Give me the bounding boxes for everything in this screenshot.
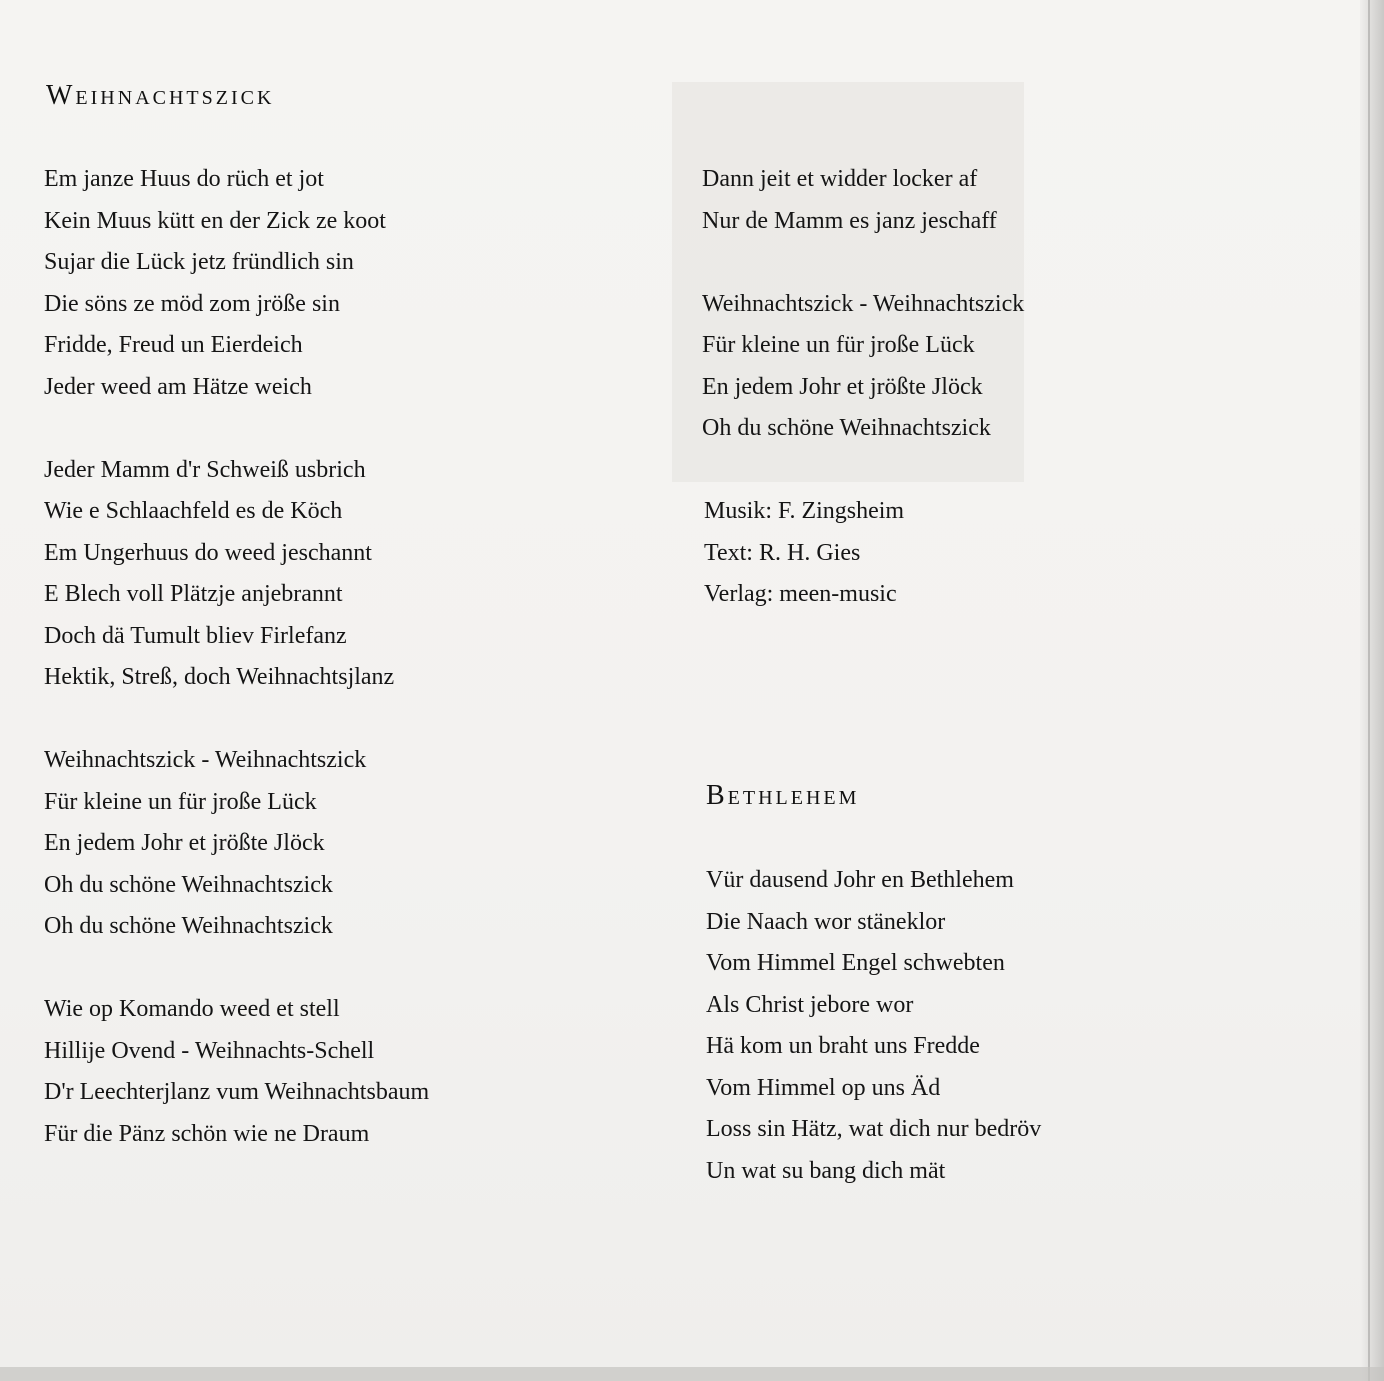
- credit-line: Verlag: meen-music: [704, 581, 897, 607]
- lyric-line: Sujar die Lück jetz fründlich sin: [44, 249, 354, 275]
- page-edge-line: [1368, 0, 1370, 1381]
- lyric-line: Für kleine un für jroße Lück: [44, 788, 317, 815]
- lyric-line: Doch dä Tumult bliev Firlefanz: [44, 622, 347, 649]
- lyric-line: Vür dausend Johr en Bethlehem: [706, 867, 1014, 893]
- lyric-line: Loss sin Hätz, wat dich nur bedröv: [706, 1116, 1042, 1142]
- lyric-line: Dann jeit et widder locker af: [702, 166, 978, 192]
- lyric-line: Hä kom un braht uns Fredde: [706, 1033, 980, 1059]
- lyric-line: Jeder weed am Hätze weich: [44, 373, 312, 400]
- lyric-line: Weihnachtszick - Weihnachtszick: [702, 290, 1025, 317]
- lyric-line: D'r Leechterjlanz vum Weihnachtsbaum: [44, 1079, 430, 1105]
- lyric-line: E Blech voll Plätzje anjebrannt: [44, 581, 343, 607]
- credit-line: Musik: F. Zingsheim: [704, 498, 905, 524]
- lyric-line: Un wat su bang dich mät: [706, 1157, 946, 1184]
- lyric-line: En jedem Johr et jrößte Jlöck: [702, 373, 983, 400]
- page-edge-shadow: [1360, 0, 1384, 1381]
- lyric-line: Em janze Huus do rüch et jot: [44, 166, 324, 192]
- lyric-line: Hektik, Streß, doch Weihnachtsjlanz: [44, 664, 395, 690]
- lyric-line: Vom Himmel op uns Äd: [706, 1074, 941, 1101]
- lyric-line: Vom Himmel Engel schwebten: [706, 950, 1005, 976]
- lyric-line: Oh du schöne Weihnachtszick: [44, 913, 333, 939]
- lyric-line: Kein Muus kütt en der Zick ze koot: [44, 207, 386, 234]
- page-bottom-edge: [0, 1367, 1384, 1381]
- lyric-line: Für die Pänz schön wie ne Draum: [44, 1120, 370, 1147]
- lyric-line: Die Naach wor stäneklor: [706, 908, 946, 935]
- lyric-line: Hillije Ovend - Weihnachts-Schell: [44, 1037, 375, 1064]
- lyric-line: Die söns ze möd zom jröße sin: [44, 290, 340, 317]
- lyric-line: Fridde, Freud un Eierdeich: [44, 332, 303, 358]
- lyric-line: Als Christ jebore wor: [706, 991, 914, 1018]
- song1-title: Weihnachtszick: [46, 80, 275, 111]
- lyric-line: Em Ungerhuus do weed jeschannt: [44, 539, 372, 566]
- lyric-line: En jedem Johr et jrößte Jlöck: [44, 830, 325, 856]
- lyric-line: Nur de Mamm es janz jeschaff: [702, 207, 997, 234]
- lyric-line: Für kleine un für jroße Lück: [702, 332, 975, 358]
- song2-title: Bethlehem: [706, 780, 860, 811]
- lyric-line: Jeder Mamm d'r Schweiß usbrich: [44, 456, 366, 483]
- lyric-line: Weihnachtszick - Weihnachtszick: [44, 747, 367, 773]
- lyric-line: Oh du schöne Weihnachtszick: [44, 871, 333, 898]
- lyric-line: Oh du schöne Weihnachtszick: [702, 415, 991, 441]
- credit-line: Text: R. H. Gies: [704, 539, 861, 566]
- lyric-line: Wie e Schlaachfeld es de Köch: [44, 498, 343, 524]
- lyric-line: Wie op Komando weed et stell: [44, 996, 340, 1022]
